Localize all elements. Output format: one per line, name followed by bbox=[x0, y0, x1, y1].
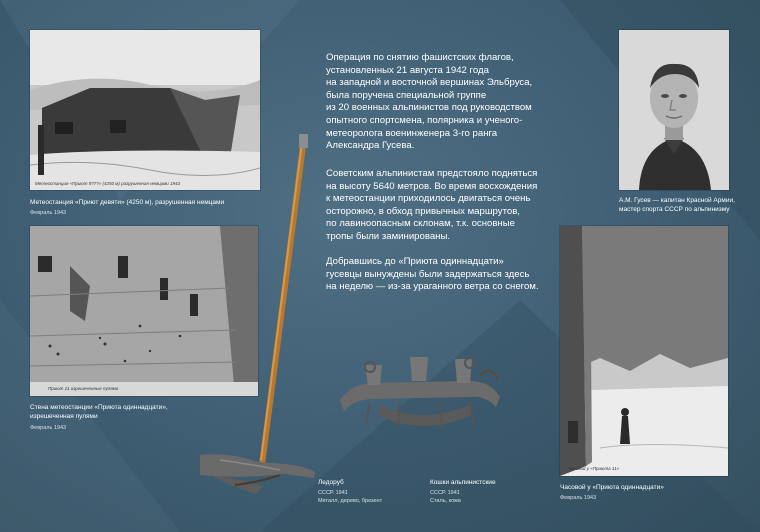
caption-station-nine-date: Февраль 1943 bbox=[30, 210, 67, 216]
ice-axe-image bbox=[190, 130, 340, 500]
caption-gusev: А.М. Гусев — капитан Красной Армии, мастер спорта СССР по альпинизму bbox=[619, 197, 735, 213]
caption-station-nine: Метеостанция «Приют девяти» (4250 м), разрушенная немцами bbox=[30, 199, 225, 206]
text-paragraph-2: Советским альпинистам предстояло подняться на высоту 5640 метров. Во время восхождения к метеостанции приходилось двигаться очень осторожно, в обход привычных маршрутов, по лавиноопасным склонам, т.к. основные тропы были заминированы. bbox=[326, 168, 538, 242]
caption-station-eleven: Стена метеостанции «Приюта одиннадцати», изрешеченная пулями bbox=[30, 404, 168, 420]
photo-station-nine-inscription: Метеостанция «Приют 9???» (4250 м) разрушенная немцами 1943 bbox=[35, 181, 181, 186]
crampons-image bbox=[320, 345, 520, 455]
caption-crampons-material: Сталь, кожа bbox=[430, 498, 461, 504]
text-paragraph-1: Операция по снятию фашистских флагов, установленных 21 августа 1942 года на западной и восточной вершинах Эльбруса, была поручена специальной группе из 20 военных альпинистов под руководством опытного спортсмена, полярника и ученого- метеоролога военинженера 3-го ранга Александра Гусева. bbox=[326, 52, 533, 152]
caption-crampons-origin: СССР. 1941 bbox=[430, 490, 460, 496]
photo-gusev-portrait bbox=[619, 30, 729, 190]
caption-sentry: Часовой у «Приюта одиннадцати» bbox=[560, 484, 664, 491]
caption-station-eleven-date: Февраль 1943 bbox=[30, 425, 67, 431]
caption-ice-axe-origin: СССР. 1941 bbox=[318, 490, 348, 496]
caption-ice-axe-material: Металл, дерево, брезент bbox=[318, 498, 383, 504]
caption-crampons-title: Кошки альпинистские bbox=[430, 479, 496, 486]
photo-sentry bbox=[560, 226, 728, 476]
caption-ice-axe-title: Ледоруб bbox=[318, 479, 344, 486]
photo-sentry-inscription: Часовой у «Приюта 11» bbox=[568, 466, 620, 471]
text-paragraph-3: Добравшись до «Приюта одиннадцати» гусевцы вынуждены были задержаться здесь на неделю — из-за ураганного ветра со снегом. bbox=[326, 256, 539, 293]
photo-station-eleven-inscription: Приют 11 изрешеченные пулями bbox=[48, 386, 119, 391]
caption-sentry-date: Февраль 1943 bbox=[560, 495, 597, 501]
